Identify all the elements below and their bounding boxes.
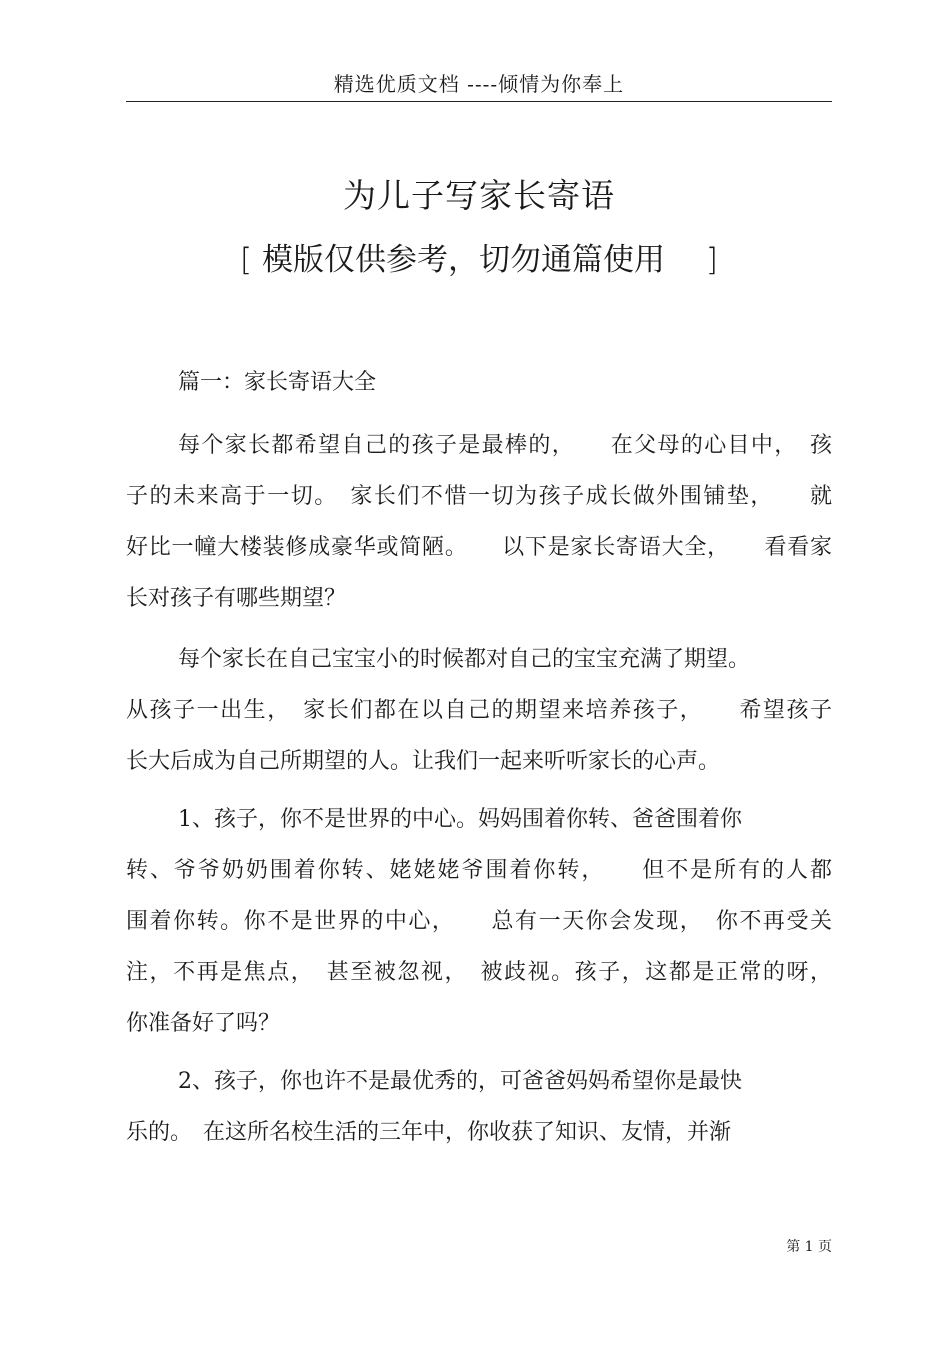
section-heading: 篇一：家长寄语大全 [178,370,377,395]
paragraph-line: 从孩子一出生， 家长们都在以自己的期望来培养孩子， 希望孩子 [126,698,832,723]
paragraph-line: 转、爷爷奶奶围着你转、姥姥姥爷围着你转， 但不是所有的人都 [126,858,832,883]
document-title: 为儿子写家长寄语 [343,176,615,215]
paragraph-line: 每个家长在自己宝宝小的时候都对自己的宝宝充满了期望。 [178,647,751,672]
paragraph-line: 每个家长都希望自己的孩子是最棒的， 在父母的心目中， 孩 [178,433,832,458]
paragraph-line: 乐的。 在这所名校生活的三年中，你收获了知识、友情，并渐 [126,1120,732,1145]
paragraph-2 [126,634,832,787]
page-number: 第 1 页 [786,1239,832,1255]
paragraph-line: 注，不再是焦点， 甚至被忽视， 被歧视。孩子，这都是正常的呀， [126,960,832,985]
paragraph-line: 长大后成为自己所期望的人。让我们一起来听听家长的心声。 [126,749,721,774]
paragraph-1 [126,420,832,624]
paragraph-line: 围着你转。你不是世界的中心， 总有一天你会发现， 你不再受关 [126,909,832,934]
paragraph-line: 2、孩子，你也许不是最优秀的，可爸爸妈妈希望你是最快 [178,1069,742,1094]
paragraph-line: 好比一幢大楼装修成豪华或简陋。 以下是家长寄语大全， 看看家 [126,535,832,560]
document-subtitle: [ 模版仅供参考，切勿通篇使用 ] [240,242,718,278]
paragraph-4 [126,1056,832,1158]
paragraph-3 [126,794,832,1049]
paragraph-line: 子的未来高于一切。 家长们不惜一切为孩子成长做外围铺垫， 就 [126,484,832,509]
page-header: 精选优质文档 ----倾情为你奉上 [333,72,625,96]
paragraph-line: 1、孩子，你不是世界的中心。妈妈围着你转、爸爸围着你 [178,807,742,832]
header-divider [126,101,832,102]
paragraph-line: 长对孩子有哪些期望？ [126,586,347,611]
paragraph-line: 你准备好了吗？ [126,1011,281,1036]
